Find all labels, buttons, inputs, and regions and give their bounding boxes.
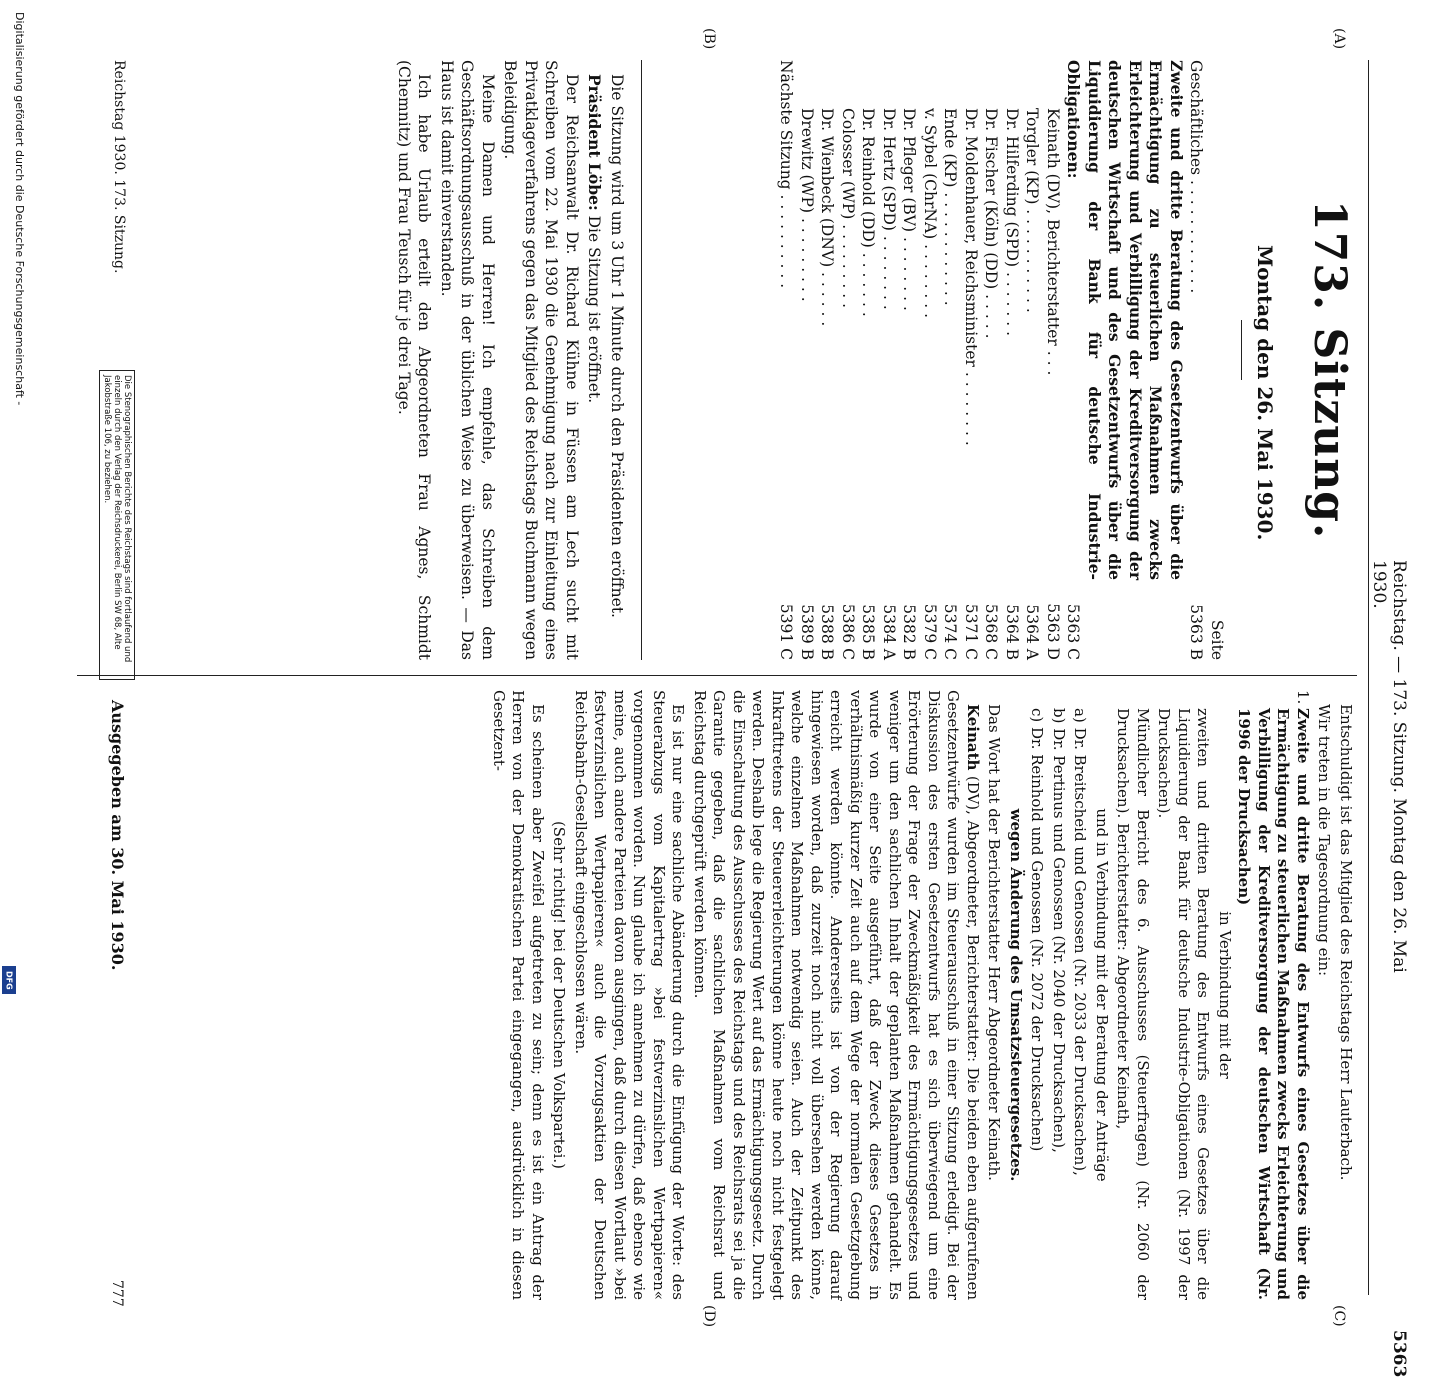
speaker-page: 5385 B [859,604,878,660]
speaker-label: Colosser (WP) . . . . . . . . . [839,108,857,309]
motion-c: c) Dr. Reinhold und Genossen (Nr. 2072 der Drucksachen) [1028,708,1047,1152]
toc-speaker-row [1022,108,1043,660]
amendment-paragraph: Es ist nur eine sachliche Abänderung durch die Einfügung der Worte: des Steuerabzugs vom Kapitalertrag »bei festverzinslichen Wertpapieren« vorgenommen worden. Nun glaube ich annehmen zu dürfen, daß ebenso wie meine, auch andere Parteien davon ausgingen, daß durch diesen Wortlaut »bei festverzinslichen Wertpapieren« auch die Vorzugsaktien der Deutschen Reichsbahn-Gesellschaft eingeschlossen wären. [572,690,688,1300]
speaker-page: 5374 C [941,603,960,660]
speaker-page: 5384 A [880,604,898,660]
marker-a: (A) [1331,28,1347,50]
president-speaker: Präsident Löbe: [585,74,605,211]
session-title: 173. Sitzung. [1304,200,1355,540]
toc-speaker-row [940,108,961,660]
toc-speaker-row [817,108,838,660]
speaker-label: Drewitz (WP) . . . . . . . . . [798,108,816,302]
agenda-item-text: Zweite und dritte Beratung des Entwurfs eines Gesetzes über die Ermächtigung zu steuerlichen Maßnahmen zwecks Erleichterung und Verbilligung der Kreditversorgung der deutschen Wirtschaft (Nr. 1996 der Drucksachen) [1235,708,1312,1300]
president-text: Die Sitzung ist eröffnet. [585,210,604,404]
doubts-paragraph: Es scheinen aber Zweifel aufgetreten zu sein; denn es ist ein Antrag der Herren von der Demokratischen Partei eingegangen, ausdrücklich in diesen Gesetzent- [490,690,547,1300]
toc-speaker-row [920,108,941,660]
toc-next-session [776,60,797,660]
toc-row [1186,60,1207,660]
speaker-page: 5389 B [798,604,816,660]
speaker-label: Torgler (KP) . . . . . . . . . . . [1023,108,1042,313]
speaker-page: 5386 C [839,603,857,660]
toc-label: Geschäftliches . . . . . . . . . . . . [1187,60,1206,294]
rapporteur-text: (DV), Abgeordneter, Berichterstatter: Die beiden eben aufgerufenen Gesetzentwürfe wurden im Steuerausschuß in einer Sitzung erledigt. Bei der Diskussion des ersten Gesetzentwurfs hat es sich überwiegend um eine Erörterung der Frage der Zweckmäßigkeit des Ermächtigungsgesetzes und weniger um den sachlichen Inhalt der geplanten Maßnahmen gehandelt. Es wurde von einer Seite ausgeführt, daß der Zweck dieses Gesetzes in verhältnismäßig kurzer Zeit auch auf dem Wege der normalen Gesetzgebung erreicht werden könnte. Andererseits ist von der Regierung darauf hingewiesen worden, daß zurzeit noch nicht voll übersehen werden könne, welche einzelnen Maßnahmen notwendig seien. Auch der Zeitpunkt des Inkrafttretens der Steuererleichterungen könne heute noch nicht festgelegt werden. Deshalb lege die Regierung Wert auf das Ermächtigungsgesetz. Durch die Einschaltung des Ausschusses des Reichstags und des Reichsrats sei ja die Garantie gegeben, daß die sachlichen Maßnahmen vom Reichsrat und Reichstag durchgeprüft werden können. [691,690,982,1300]
next-session-page: 5391 C [777,603,796,660]
speaker-label: Dr. Moldenhauer, Reichsminister . . . . . . . . [962,108,980,446]
toc-item-page: 5363 C [1064,603,1083,660]
toc-speaker-row [838,108,859,660]
privatklage-paragraph: Der Reichsanwalt Dr. Richard Kühne in Füssen am Lech sucht mit Schreiben vom 22. Mai 1930 die Genehmigung nach zur Einleitung eines Privatklageverfahrens gegen das Mitglied des Reichstags Buchmann wegen Beleidigung. [501,60,581,660]
interjection: (Sehr richtig! bei der Deutschen Volkspartei.) [550,820,569,1170]
motion-a: a) Dr. Breitscheid und Genossen (Nr. 2033 der Drucksachen), [1071,708,1090,1176]
speaker-label: Keinath (DV), Berichterstatter . . . [1044,108,1062,376]
distribution-box: Die Stenographischen Berichte des Reichstags sind fortlaufend und einzeln durch den Verlag der Reichsdruckerei, Berlin SW 68, Alte Jakobstraße 106, zu beziehen. [99,370,135,680]
speaker-page: 5363 D [1044,603,1062,660]
title-rule [1241,320,1242,380]
connector-2: und in Verbindung mit der Beratung der Anträge [1093,808,1111,1182]
toc-rule [641,60,642,660]
rapporteur-paragraph [690,690,983,1300]
digitization-credit-text: Digitalisierung gefördert durch die Deutsche Forschungsgemeinschaft - [13,12,26,406]
agenda-item-number: 1. [1294,690,1312,705]
marker-d: (D) [701,1305,717,1328]
connector-1: in Verbindung mit der [1216,911,1234,1079]
marker-c: (C) [1331,1305,1347,1327]
toc-page: 5363 B [1187,604,1206,660]
issue-date: Ausgegeben am 30. Mai 1930. [108,700,127,971]
speaker-label: Dr. Reinhold (DD) . . . . . . . [859,108,878,317]
speaker-label: Ende (KP) . . . . . . . . . . . . [941,108,960,306]
toc-item-text: Zweite und dritte Beratung des Gesetzentwurfs über die Ermächtigung zu steuerlichen Maßnahmen zwecks Erleichterung und Verbilligung der Kreditversorgung der deutschen Wirtschaft und des Gesetzentwurfs über die Liquidierung der Bank für deutsche Industrie-Obligationen: [1064,60,1186,580]
speaker-page: 5368 C [982,603,1001,660]
leave-paragraph: Ich habe Urlaub erteilt den Abgeordneten Frau Agnes, Schmidt (Chemnitz) und Frau Teusch für je drei Tage. [395,60,434,660]
right-column-body [487,690,1356,1300]
marker-b: (B) [701,28,717,50]
motion-subject: wegen Änderung des Umsatzsteuergesetzes. [1007,808,1025,1182]
speaker-label: Dr. Fischer (Köln) (DD) . . . . . [982,108,1001,339]
next-session-label: Nächste Sitzung . . . . . . . . . . [777,60,796,289]
committee-report: Mündlicher Bericht des 6. Ausschusses (Steuerfragen) (Nr. 2060 der Drucksachen). Berichterstatter: Abgeordneter Keinath, [1114,708,1152,1300]
speaker-page: 5379 C [921,603,939,660]
toc-speaker-row [961,108,982,660]
toc-item [1063,60,1186,660]
excused-paragraph: Entschuldigt ist das Mitglied des Reichstags Herr Lauterbach. [1337,704,1355,1181]
speaker-page: 5364 B [1003,604,1021,660]
toc-speaker-row [1002,108,1023,660]
toc-speaker-row [981,108,1002,660]
table-of-contents [776,60,1227,660]
president-paragraph [584,60,605,660]
toc-speakers [797,60,1064,660]
motion-b: b) Dr. Pertinus und Genossen (Nr. 2040 der Drucksachen), [1050,708,1068,1153]
speaker-label: Dr. Hertz (SPD) . . . . . . . . [880,108,898,310]
session-date: Montag den 26. Mai 1930. [1253,245,1277,541]
running-head: Reichstag. — 173. Sitzung. Montag den 26. Mai 1930. [1369,560,1409,973]
speaker-label: Dr. Pfleger (BV) . . . . . . . . [900,108,919,311]
dfg-logo: DFG [2,966,16,994]
toc-speaker-row [858,108,879,660]
referral-paragraph: Meine Damen und Herren! Ich empfehle, das Schreiben dem Geschäftsordnungsausschuß in der üblichen Weise zu überweisen. — Das Haus ist damit einverstanden. [438,60,497,660]
left-column-body [392,60,628,660]
speaker-label: Dr. Wienbeck (DNV) . . . . . . [818,108,837,327]
opening-paragraph: Die Sitzung wird um 3 Uhr 1 Minute durch den Präsidenten eröffnet. [608,74,626,618]
floor-paragraph: Das Wort hat der Berichterstatter Herr Abgeordneter Keinath. [985,704,1004,1181]
speaker-label: Dr. Hilferding (SPD) . . . . . . . [1003,108,1021,336]
toc-speaker-row [797,108,818,660]
toc-speaker-row [899,108,920,660]
speaker-page: 5364 A [1023,604,1042,660]
toc-speaker-row [1043,108,1064,660]
toc-seite-label: Seite [1208,619,1226,660]
sheet-number: 777 [109,1280,125,1307]
speaker-page: 5371 C [962,603,980,660]
agenda-item-1b: zweiten und dritten Beratung des Entwurfs eines Gesetzes über die Liquidierung der Bank für deutsche Industrie-Obligationen (Nr. 1997 der Drucksachen). [1155,708,1213,1300]
speaker-page: 5382 B [900,604,919,660]
footer-session-note: Reichstag 1930. 173. Sitzung. [111,60,127,274]
toc-speaker-row [879,108,900,660]
agenda-item-1 [1234,690,1312,1300]
rapporteur-name: Keinath [964,704,982,771]
speaker-label: v. Sybel (ChrNA) . . . . . . . . [921,108,939,319]
speaker-page: 5388 B [818,604,837,660]
head-rule [1368,60,1369,1295]
column-rule [77,675,1357,676]
agenda-paragraph: Wir treten in die Tagesordnung ein: [1315,704,1334,977]
page-number: 5363 [1389,1330,1409,1377]
